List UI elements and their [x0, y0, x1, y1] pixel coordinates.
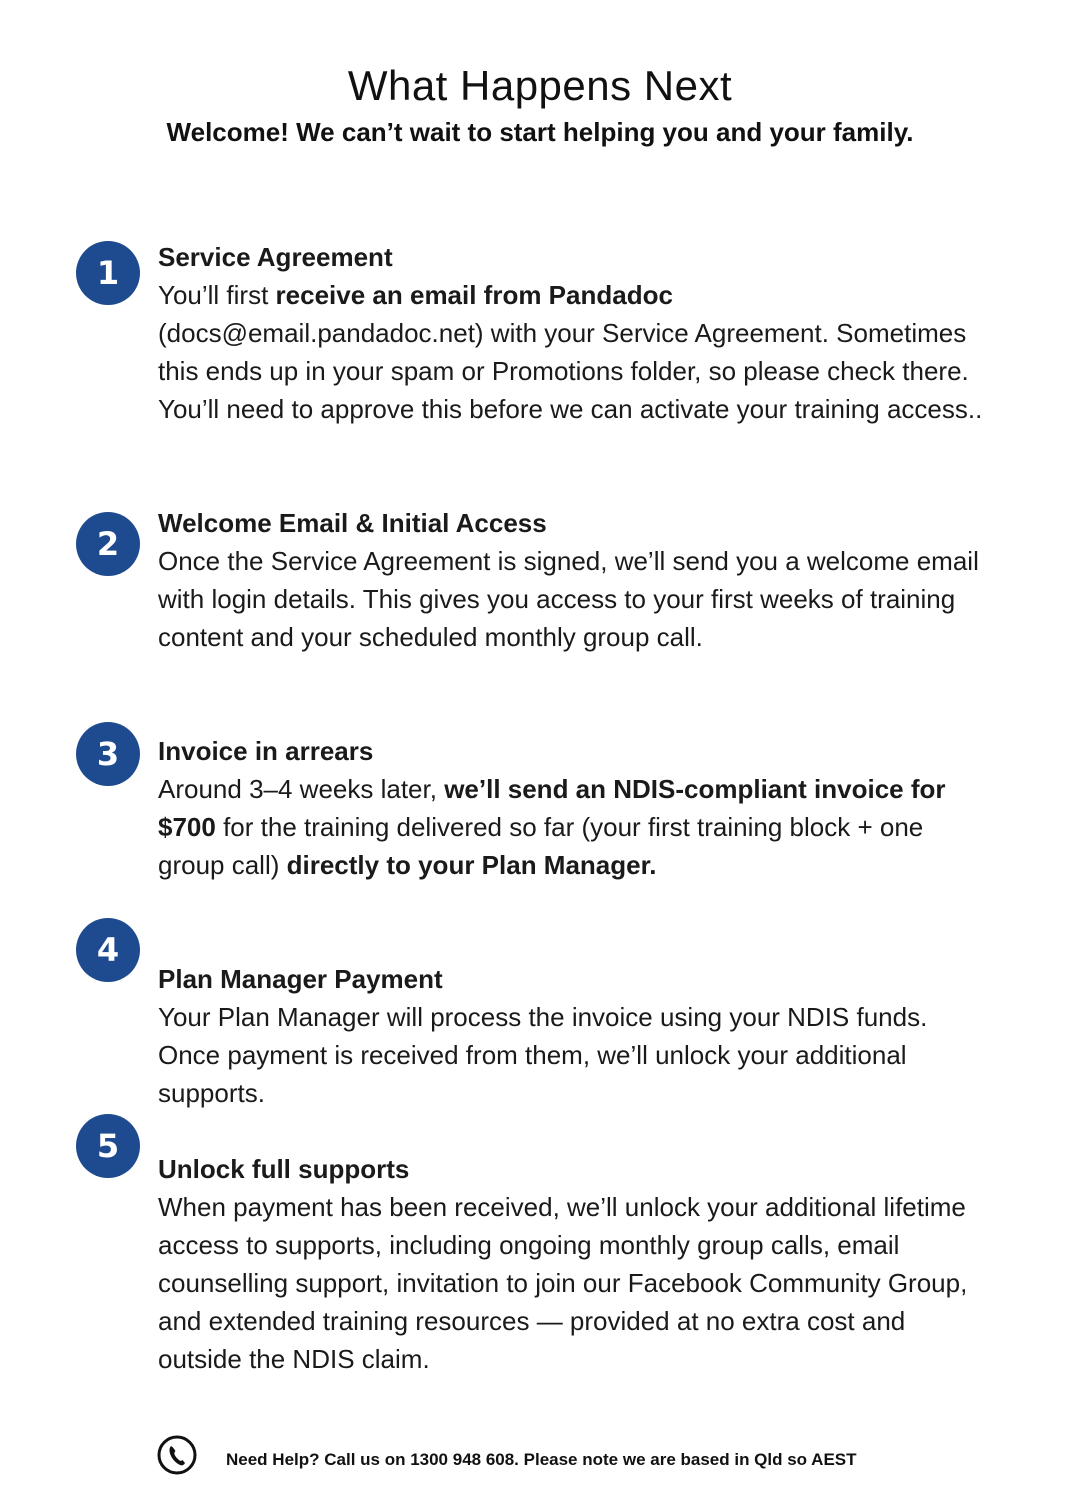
step-3-text: Around 3–4 weeks later,	[158, 774, 445, 804]
step-2-text: Once the Service Agreement is signed, we’ll send you a welcome email with login details. This gives you access to your first weeks of training content and your scheduled monthly group call.	[158, 546, 979, 652]
step-5-text: When payment has been received, we’ll unlock your additional lifetime access to supports, including ongoing monthly group calls, email counselling support, invitation to join our Facebook Community Group, and extended training resources — provided at no extra cost and outside the NDIS claim.	[158, 1192, 968, 1374]
step-2	[158, 504, 988, 656]
step-1-text-cont: (docs@email.pandadoc.net) with your Service Agreement. Sometimes this ends up in your spam or Promotions folder, so please check there. You’ll need to approve this before we can activate your training access..	[158, 318, 983, 424]
phone-icon	[156, 1434, 198, 1476]
step-1	[158, 238, 988, 428]
step-3-bold-end: directly to your Plan Manager.	[286, 850, 657, 880]
help-footer	[156, 1434, 1016, 1478]
step-4	[158, 960, 988, 1112]
step-1-badge: 1	[76, 241, 140, 305]
step-3-badge: 3	[76, 722, 140, 786]
step-3-bold: we’ll send an NDIS-compliant invoice for $700	[158, 774, 946, 842]
page-subtitle: Welcome! We can’t wait to start helping you and your family.	[166, 117, 914, 147]
step-2-heading: Welcome Email & Initial Access	[158, 508, 547, 538]
step-3-heading: Invoice in arrears	[158, 736, 374, 766]
step-3-text-cont: for the training delivered so far (your first training block + one group call)	[158, 812, 924, 880]
step-5-heading: Unlock full supports	[158, 1154, 410, 1184]
step-1-bold: receive an email from Pandadoc	[275, 280, 673, 310]
page-title: What Happens Next	[347, 62, 733, 109]
step-3	[158, 732, 988, 884]
step-4-text: Your Plan Manager will process the invoice using your NDIS funds. Once payment is received from them, we’ll unlock your additional supports.	[158, 1002, 928, 1108]
step-2-badge: 2	[76, 512, 140, 576]
step-5-badge: 5	[76, 1114, 140, 1178]
step-1-heading: Service Agreement	[158, 242, 393, 272]
step-4-badge: 4	[76, 918, 140, 982]
step-4-heading: Plan Manager Payment	[158, 964, 443, 994]
step-5	[158, 1150, 988, 1378]
footer-text: Need Help? Call us on 1300 948 608. Please note we are based in Qld so AEST	[226, 1450, 857, 1469]
step-1-text: You’ll first	[158, 280, 276, 310]
